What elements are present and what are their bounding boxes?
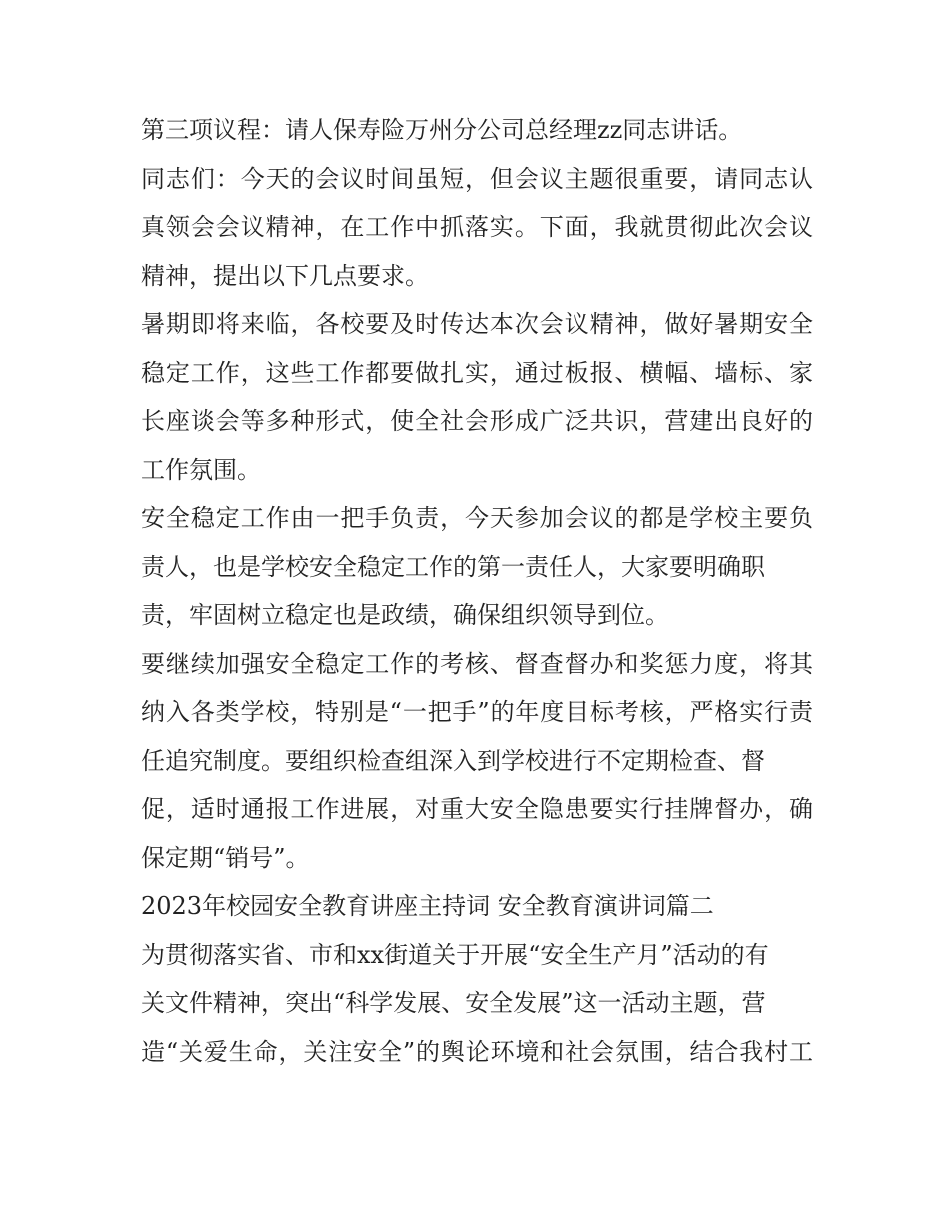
text-line-10: 责人，也是学校安全稳定工作的第一责任人，大家要明确职 bbox=[141, 552, 765, 581]
text-line-2: 同志们：今天的会议时间虽短，但会议主题很重要，请同志认 bbox=[141, 164, 813, 193]
text-line-5: 暑期即将来临，各校要及时传达本次会议精神，做好暑期安全 bbox=[141, 310, 813, 338]
text-line-19: 关文件精神，突出“科学发展、安全发展”这一活动主题，营 bbox=[141, 989, 766, 1017]
text-line-18: 为贯彻落实省、市和xx街道关于开展“安全生产月”活动的有 bbox=[141, 940, 769, 969]
text-line-20: 造“关爱生命，关注安全”的舆论环境和社会氛围，结合我村工 bbox=[141, 1037, 813, 1066]
text-line-9: 安全稳定工作由一把手负责，今天参加会议的都是学校主要负 bbox=[141, 504, 813, 532]
text-line-13: 纳入各类学校，特别是“一把手”的年度目标考核，严格实行责 bbox=[141, 698, 813, 726]
text-line-8: 工作氛围。 bbox=[141, 455, 261, 484]
text-line-14: 任追究制度。要组织检查组深入到学校进行不定期检查、督 bbox=[141, 746, 765, 775]
text-line-3: 真领会会议精神，在工作中抓落实。下面，我就贯彻此次会议 bbox=[141, 213, 813, 241]
text-line-7: 长座谈会等多种形式，使全社会形成广泛共识，营建出良好的 bbox=[141, 407, 813, 435]
text-line-12: 要继续加强安全稳定工作的考核、督查督办和奖惩力度，将其 bbox=[141, 649, 813, 678]
text-line-15: 促，适时通报工作进展，对重大安全隐患要实行挂牌督办，确 bbox=[141, 795, 813, 823]
text-line-11: 责，牢固树立稳定也是政绩，确保组织领导到位。 bbox=[141, 601, 669, 629]
text-line-1: 第三项议程：请人保寿险万州分公司总经理zz同志讲话。 bbox=[141, 116, 743, 144]
text-line-16: 保定期“销号”。 bbox=[141, 843, 310, 872]
text-line-4: 精神，提出以下几点要求。 bbox=[141, 261, 429, 290]
text-line-6: 稳定工作，这些工作都要做扎实，通过板报、横幅、墙标、家 bbox=[141, 358, 813, 387]
document-body bbox=[141, 106, 813, 1076]
section-heading: 2023年校园安全教育讲座主持词 安全教育演讲词篇二 bbox=[141, 892, 714, 920]
